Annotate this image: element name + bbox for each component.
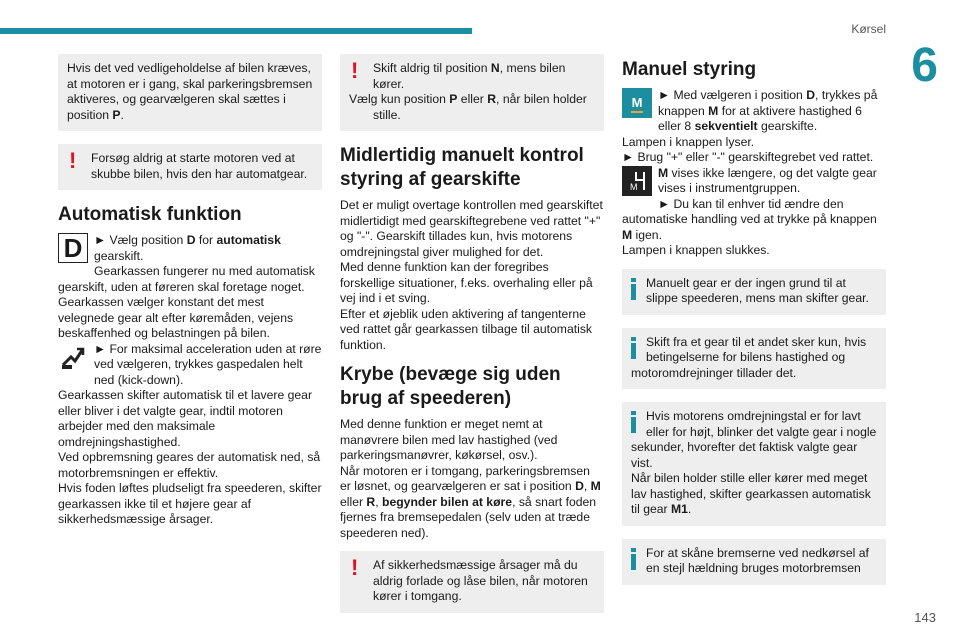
paragraph	[340, 464, 604, 542]
warning-icon: !	[351, 58, 359, 83]
d-bold: D	[186, 233, 196, 247]
warning-box	[58, 144, 322, 190]
warning-box	[340, 551, 604, 613]
heading-creep: Krybe (bevæge sig uden brug af speederen)	[340, 364, 561, 409]
info-icon	[631, 411, 636, 433]
text: , trykkes på knappen	[658, 88, 878, 118]
text: vises ikke længere, og det valgte gear vises i instrumentgruppen.	[658, 165, 877, 195]
info-box	[622, 539, 886, 585]
heading-automatic: Automatisk funktion	[58, 204, 242, 225]
paragraph: Ved opbremsning geares der automatisk ned, så motorbremsningen er effektiv.	[58, 450, 321, 480]
kickdown-pedal-icon	[58, 342, 88, 372]
kickdown-text: ► For maksimal acceleration uden at røre ved vælgeren, trykkes gaspedalen helt ned (kick-down).	[94, 341, 322, 387]
text: for at aktivere hastighed 6 eller 8	[658, 103, 862, 133]
info-icon	[631, 337, 636, 359]
paragraph: Gearkassen fungerer nu med automatisk gearskift, uden at føreren skal foretage noget. Gearkassen vælger konstant det mest velegnede gear alt efter køremåden, vejens beskaffenhed og belastningen på bilen.	[58, 264, 315, 340]
warning-text: Forsøg aldrig at starte motoren ved at skubbe bilen, hvis den har automatgear.	[91, 151, 308, 181]
heading-manual-temp: Midlertidig manuelt kontrol styring af gearskifte	[340, 145, 584, 190]
paragraph: Efter et øjeblik uden aktivering af tangenterne ved rattet går gearkassen tilbage til automatisk funktion.	[340, 306, 593, 352]
position-label: P	[112, 107, 121, 122]
instruction-m	[622, 88, 886, 135]
warn-text: , når bilen holder stille.	[373, 92, 587, 122]
bold: D	[806, 88, 816, 102]
info-icon	[631, 278, 636, 300]
warn-bold: P	[449, 92, 458, 106]
warn-text: Vælg kun position	[349, 92, 450, 106]
warning-icon: !	[69, 148, 77, 173]
info-text: .	[687, 502, 692, 516]
bold: R	[366, 494, 376, 509]
warn-text: Skift aldrig til position	[373, 61, 491, 75]
d-bold2: automatisk	[216, 233, 281, 247]
text: ,	[375, 494, 383, 509]
column-left	[58, 54, 322, 528]
bold: begynder bilen at køre	[382, 494, 513, 509]
instrument-display-icon	[622, 166, 652, 196]
info-box	[622, 269, 886, 315]
info-box	[622, 328, 886, 390]
m-button-icon	[622, 88, 652, 118]
page-number: 143	[914, 610, 936, 625]
d-text-a: ► Vælg position	[94, 233, 187, 247]
paragraph	[622, 197, 886, 244]
warn-bold: N	[490, 61, 500, 75]
text: Når motoren er i tomgang, parkeringsbremsen er løsnet, og gearvælgeren er sat i position	[340, 463, 590, 493]
header-accent-bar	[0, 28, 472, 34]
instruction-kickdown	[58, 342, 322, 389]
warn-text: eller	[457, 92, 488, 106]
info-text: For at skåne bremserne ved nedkørsel af en stejl hældning bruges motorbremsen	[646, 545, 869, 575]
bold: sekventielt	[694, 119, 758, 133]
chapter-number: 6	[911, 39, 938, 92]
d-button-icon	[58, 233, 88, 263]
warn-text: , mens bilen kører.	[373, 61, 566, 91]
paragraph: Hvis foden løftes pludseligt fra speederen, skifter gearkassen ikke til et højere gear af sikkerhedsmæssige årsager.	[58, 481, 322, 526]
info-text: Manuelt gear er der ingen grund til at slippe speederen, mens man skifter gear.	[646, 275, 869, 305]
paragraph: Med denne funktion er meget nemt at manøvrere bilen med lav hastighed (ved parkeringsmanøvrer, køkørsel, osv.).	[340, 417, 558, 462]
text: gearskifte.	[757, 119, 818, 133]
d-text-b: for	[195, 233, 217, 247]
svg-text:M: M	[631, 95, 643, 110]
paragraph: Med denne funktion kan der foregribes forskellige situationer, f.eks. overhaling eller på vej ind i et sving.	[340, 260, 593, 305]
paragraph: Lampen i knappen slukkes.	[622, 243, 770, 257]
heading-manual: Manuel styring	[622, 59, 757, 80]
warning-icon: !	[351, 555, 359, 580]
paragraph: Lampen i knappen lyser.	[622, 134, 755, 149]
section-title: Kørsel	[851, 22, 886, 36]
bold: M	[708, 103, 719, 118]
instruction-display	[622, 166, 886, 197]
paragraph: Det er muligt overtage kontrollen med gearskiftet midlertidigt med gearskiftegrebene ved rattet "+" og "-". Gearskift tillades kun, hvis motorens omdrejningstal giver mulighed for det.	[340, 198, 603, 259]
d-label: D	[58, 233, 88, 263]
column-right	[622, 54, 886, 598]
text: igen.	[632, 227, 662, 242]
bold: M	[658, 165, 669, 180]
text: ► Du kan til enhver tid ændre den automatiske handling ved at trykke på knappen	[622, 196, 877, 226]
bold: M	[590, 479, 601, 493]
warning-box	[340, 54, 604, 131]
text: , så snart foden fjernes fra bremsepedalen (selv uden at træde speederen ned).	[340, 494, 597, 540]
info-text: Når bilen holder stille eller kører med meget lav hastighed, skifter gearkassen automatisk til gear	[631, 471, 871, 516]
bold: D	[575, 479, 584, 493]
note-text: Hvis det ved vedligeholdelse af bilen kræves, at motoren er i gang, skal parkeringsbremsen aktiveres, og gearvælgeren skal sættes i position	[67, 61, 313, 122]
text: eller	[340, 494, 367, 509]
info-text: Skift fra et gear til et andet sker kun, hvis betingelserne for bilens hastighed og motoromdrejninger tillader det.	[631, 334, 867, 380]
d-text-c: gearskift.	[94, 248, 144, 263]
info-icon	[631, 548, 636, 570]
warning-text: Af sikkerhedsmæssige årsager må du aldrig forlade og låse bilen, når motoren kører i tomgang.	[373, 558, 588, 603]
warn-bold: R	[487, 92, 497, 106]
info-box	[622, 402, 886, 526]
info-text: Hvis motorens omdrejningstal er for lavt eller for højt, blinker det valgte gear i nogle sekunder, hvorefter det faktisk valgte gear vist.	[631, 409, 877, 470]
svg-text:M: M	[630, 181, 638, 192]
note-box	[58, 54, 322, 131]
text: ► Med vælgeren i position	[658, 88, 807, 102]
instruction-d	[58, 233, 322, 264]
note-text-end: .	[120, 107, 124, 122]
column-middle	[340, 54, 604, 626]
paragraph: ► Brug "+" eller "-" gearskiftegrebet ved rattet.	[622, 150, 874, 164]
paragraph: Gearkassen skifter automatisk til et lavere gear eller bliver i det valgte gear, indtil motoren arbejder med den maksimale omdrejningshastighed.	[58, 388, 313, 449]
bold: M	[622, 227, 633, 242]
text: ,	[583, 479, 591, 493]
bold: M1	[670, 502, 688, 516]
